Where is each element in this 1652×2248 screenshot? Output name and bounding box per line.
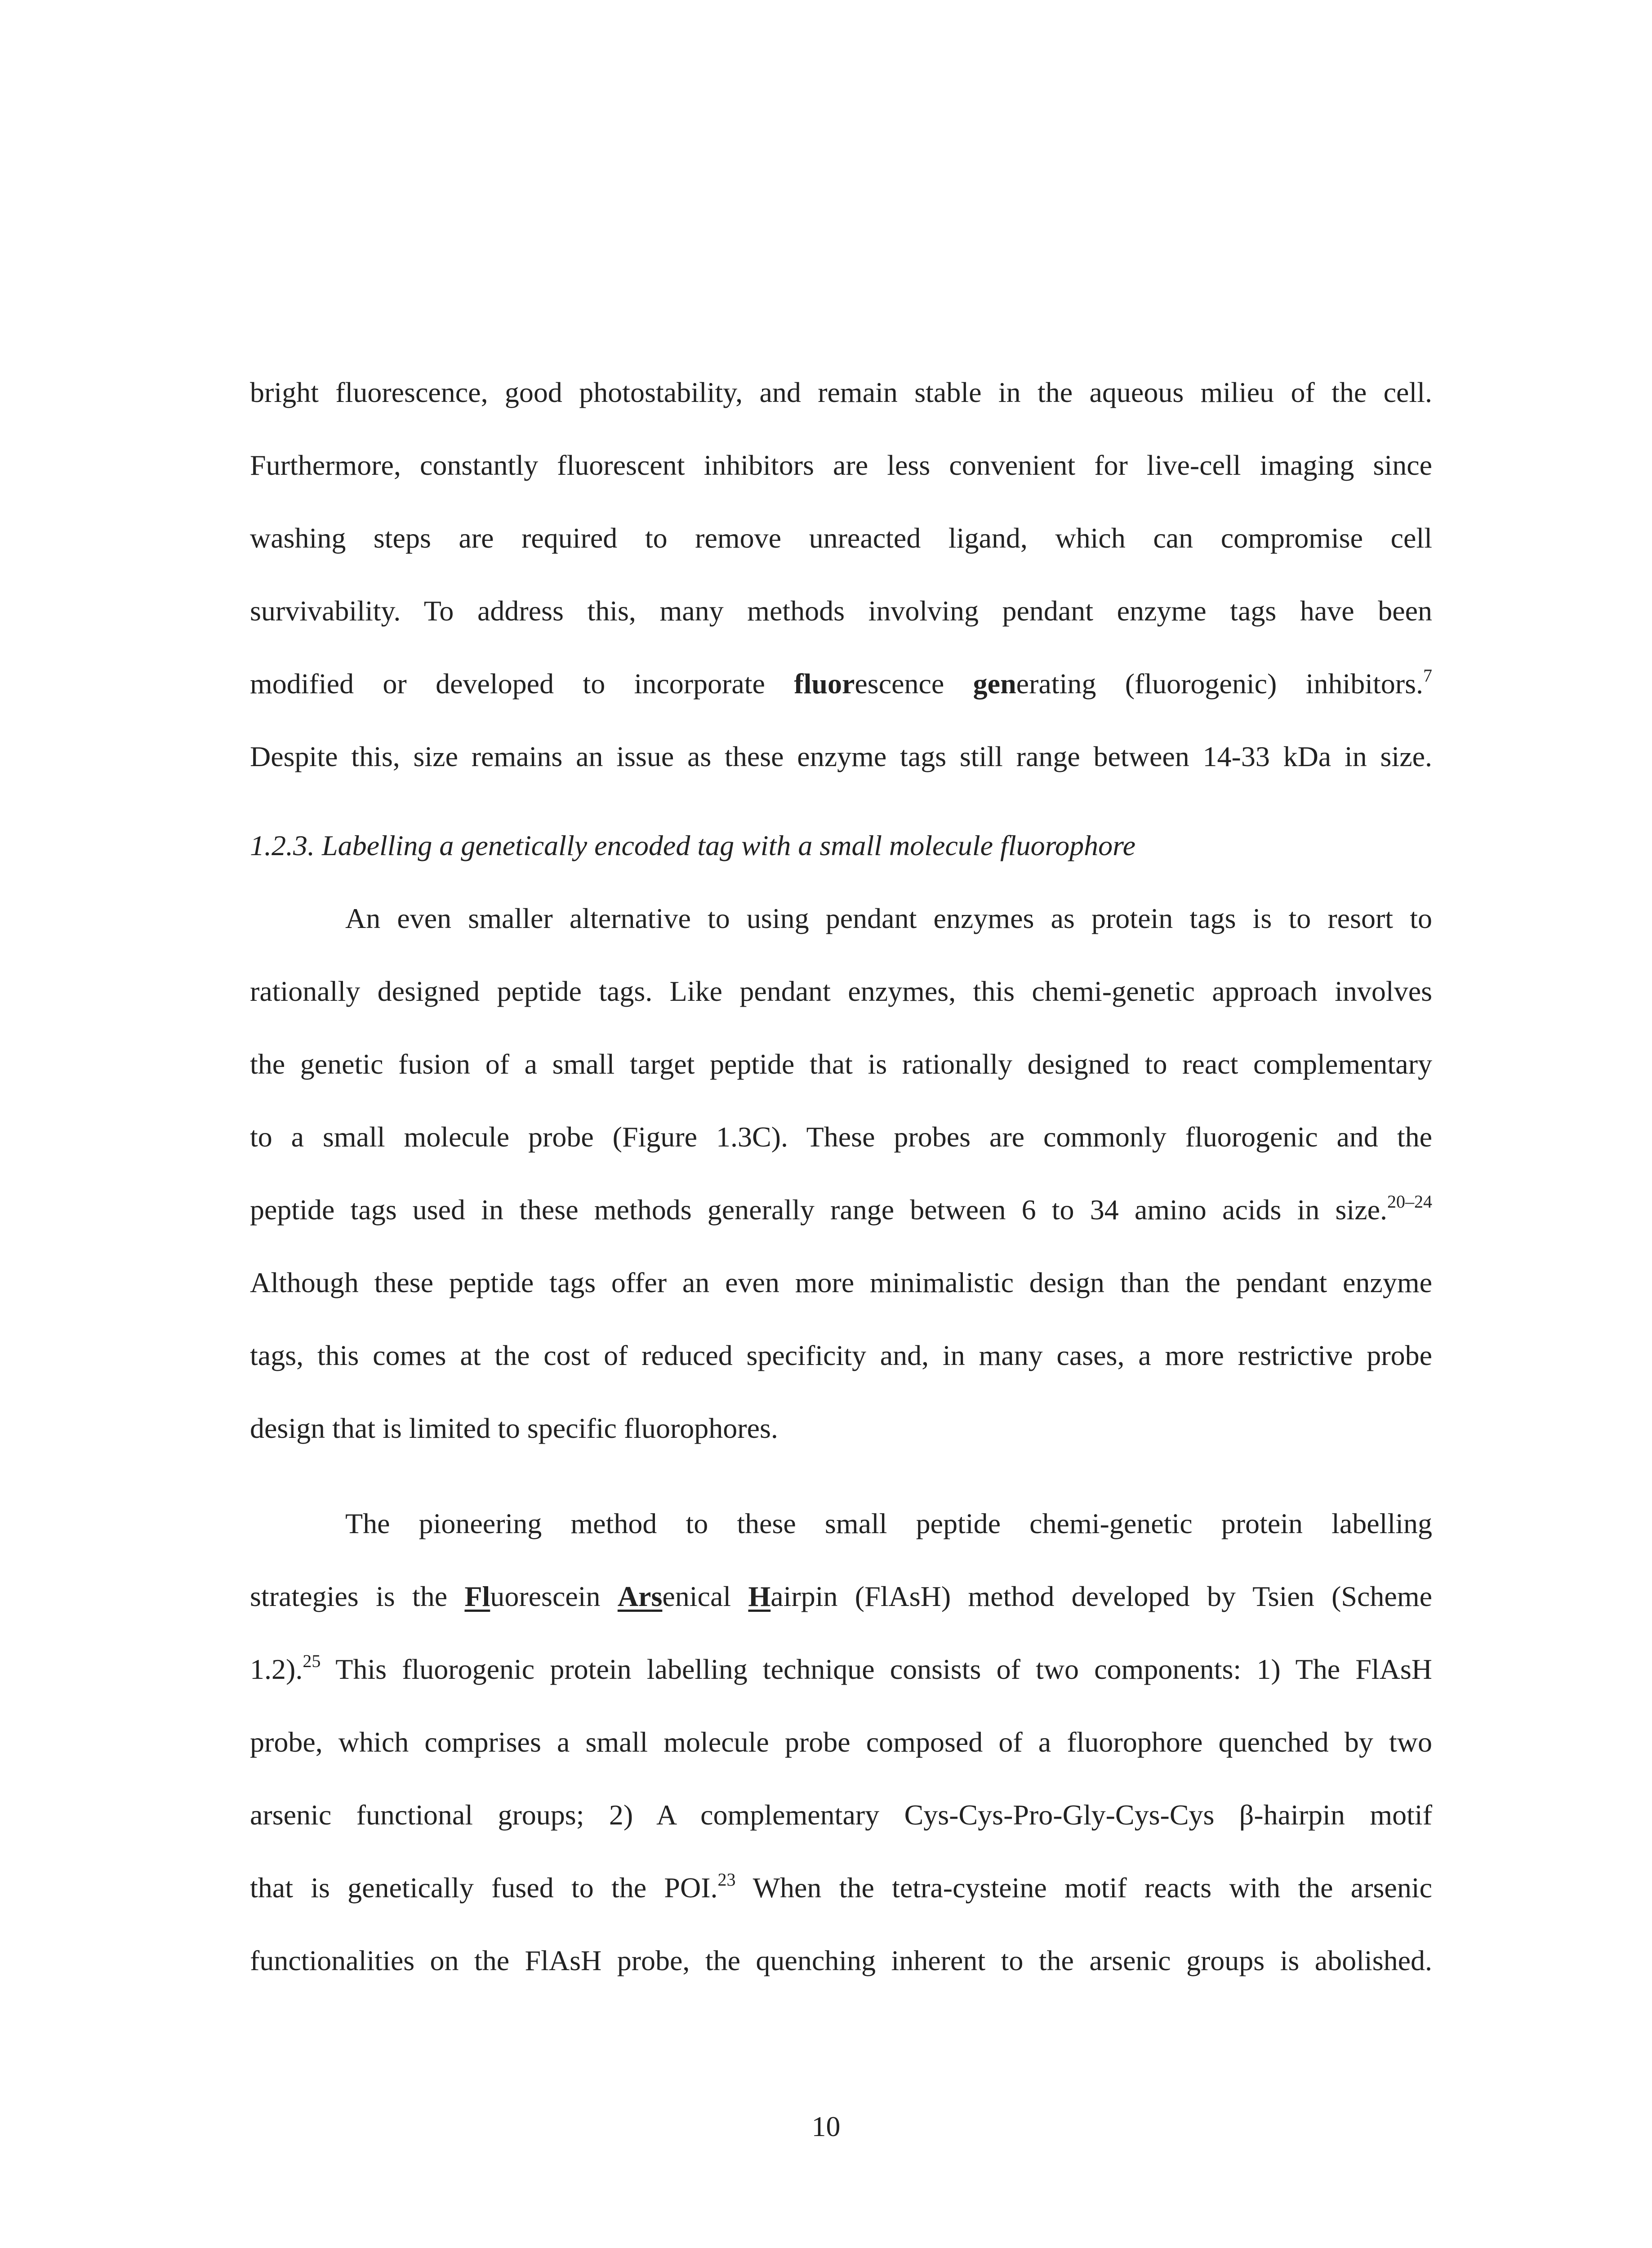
text-run: This fluorogenic protein labelling technique consists of two components: 1) The FlAsH bbox=[321, 1653, 1432, 1685]
paragraph bbox=[250, 1487, 1432, 1997]
text-line bbox=[250, 1633, 1432, 1706]
text-line: to a small molecule probe (Figure 1.3C). These probes are commonly fluorogenic and the bbox=[250, 1121, 1432, 1153]
text-run: peptide tags used in these methods generally range between 6 to 34 amino acids in size. bbox=[250, 1194, 1387, 1226]
bold-fragment: fluor bbox=[794, 668, 855, 700]
text-line: design that is limited to specific fluorophores. bbox=[250, 1412, 778, 1444]
section-heading: 1.2.3. Labelling a genetically encoded tag with a small molecule fluorophore bbox=[250, 830, 1136, 861]
bold-fragment: gen bbox=[973, 668, 1016, 700]
text-line bbox=[250, 1560, 1432, 1633]
text-line: Furthermore, constantly fluorescent inhibitors are less convenient for live-cell imaging since bbox=[250, 449, 1432, 481]
section-heading-block bbox=[250, 809, 1432, 882]
text-line bbox=[250, 647, 1432, 720]
text-run: enical bbox=[662, 1580, 748, 1612]
text-line: Although these peptide tags offer an even more minimalistic design than the pendant enzyme bbox=[250, 1267, 1432, 1298]
text-run: 1.2). bbox=[250, 1653, 303, 1685]
text-line: An even smaller alternative to using pendant enzymes as protein tags is to resort to bbox=[345, 902, 1432, 934]
text-line: washing steps are required to remove unreacted ligand, which can compromise cell bbox=[250, 522, 1432, 554]
bold-fragment bbox=[748, 1580, 770, 1612]
underlined-acronym-letters: s bbox=[651, 1580, 663, 1612]
text-run: strategies is the bbox=[250, 1580, 465, 1612]
paragraph-continued bbox=[250, 356, 1432, 793]
text-line bbox=[250, 1851, 1432, 1924]
bold-fragment bbox=[618, 1580, 663, 1612]
bold-fragment bbox=[464, 1580, 490, 1612]
text-run: airpin (FlAsH) method developed by Tsien (Scheme bbox=[770, 1580, 1433, 1612]
text-line: arsenic functional groups; 2) A complementary Cys-Cys-Pro-Gly-Cys-Cys β-hairpin motif bbox=[250, 1799, 1432, 1831]
citation-superscript: 25 bbox=[303, 1651, 321, 1671]
text-run: When the tetra-cysteine motif reacts with the arsenic bbox=[735, 1872, 1432, 1904]
text-line: functionalities on the FlAsH probe, the quenching inherent to the arsenic groups is abolished. bbox=[250, 1945, 1432, 1976]
text-line: Despite this, size remains an issue as these enzyme tags still range between 14-33 kDa in size. bbox=[250, 740, 1432, 772]
underlined-acronym-letters: Fl bbox=[464, 1580, 490, 1612]
text-run: escence bbox=[855, 668, 973, 700]
text-line: tags, this comes at the cost of reduced specificity and, in many cases, a more restrictive probe bbox=[250, 1339, 1432, 1371]
text-line bbox=[250, 1173, 1432, 1246]
text-run: that is genetically fused to the POI. bbox=[250, 1872, 718, 1904]
underlined-acronym-letters: H bbox=[748, 1580, 771, 1612]
text-run: erating (fluorogenic) inhibitors. bbox=[1016, 668, 1423, 700]
text-line: the genetic fusion of a small target peptide that is rationally designed to react complementary bbox=[250, 1048, 1432, 1080]
text-line: survivability. To address this, many methods involving pendant enzyme tags have been bbox=[250, 595, 1432, 627]
text-line: probe, which comprises a small molecule probe composed of a fluorophore quenched by two bbox=[250, 1726, 1432, 1758]
text-run: uorescein bbox=[490, 1580, 618, 1612]
page-number: 10 bbox=[811, 2110, 841, 2142]
text-line: rationally designed peptide tags. Like pendant enzymes, this chemi-genetic approach involves bbox=[250, 975, 1432, 1007]
text-line: bright fluorescence, good photostability, and remain stable in the aqueous milieu of the cell. bbox=[250, 376, 1432, 408]
text-run: modified or developed to incorporate bbox=[250, 668, 794, 700]
citation-superscript: 7 bbox=[1423, 665, 1432, 686]
citation-superscript: 20–24 bbox=[1387, 1191, 1432, 1212]
citation-superscript: 23 bbox=[717, 1869, 736, 1890]
paragraph bbox=[250, 882, 1432, 1465]
text-line: The pioneering method to these small peptide chemi-genetic protein labelling bbox=[345, 1508, 1432, 1539]
underlined-acronym-letters: Ar bbox=[617, 1580, 651, 1612]
